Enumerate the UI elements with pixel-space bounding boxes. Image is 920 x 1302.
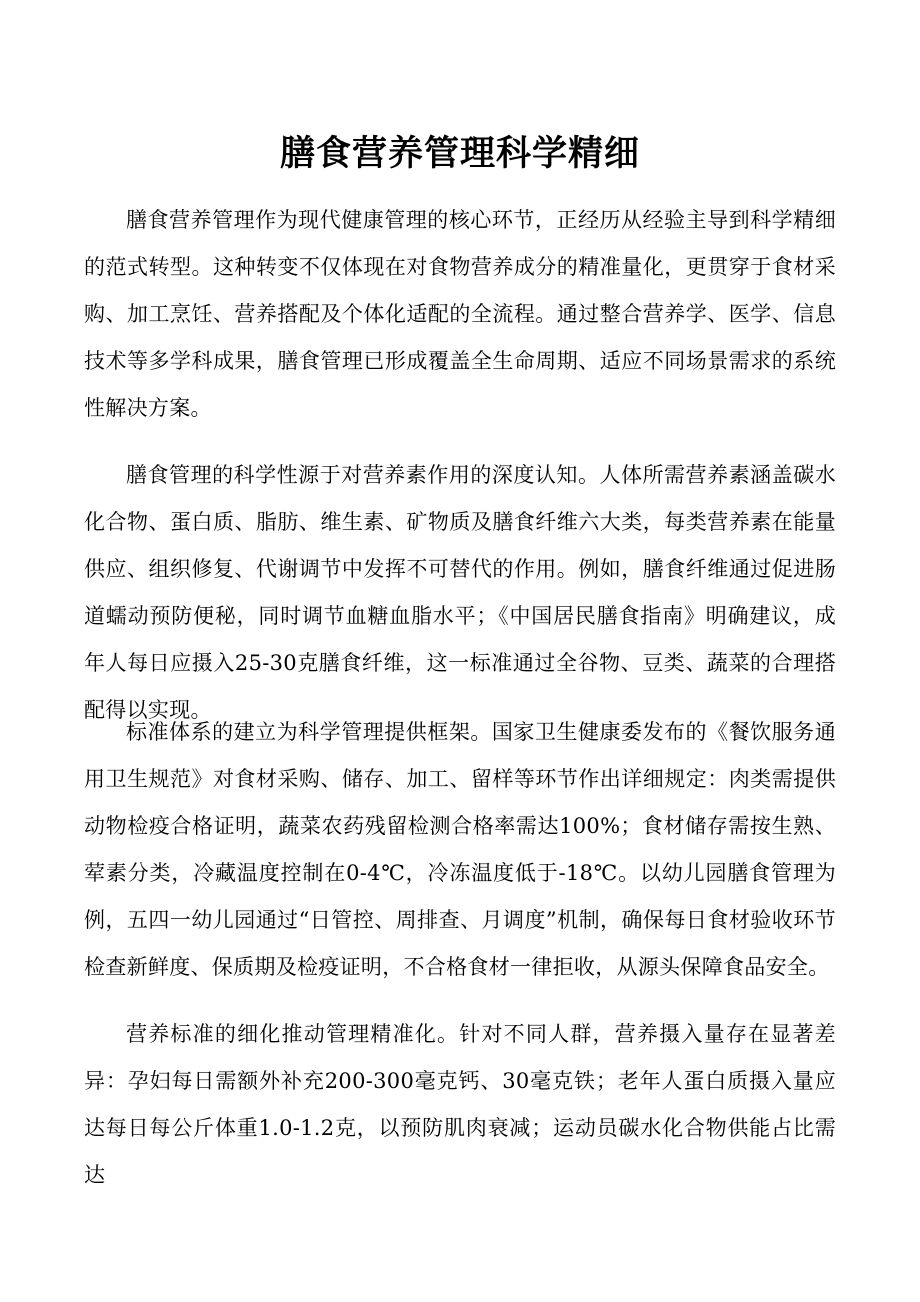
paragraph-intro: 膳食营养管理作为现代健康管理的核心环节，正经历从经验主导到科学精细的范式转型。这种转变不仅体现在对食物营养成分的精准量化，更贯穿于食材采购、加工烹饪、营养搭配及个体化适配的全流程。通过整合营养学、医学、信息技术等多学科成果，膳食管理已形成覆盖全生命周期、适应不同场景需求的系统性解决方案。 (84, 208, 836, 420)
document-title: 膳食营养管理科学精细 (279, 134, 640, 174)
paragraph-nutrients: 膳食管理的科学性源于对营养素作用的深度认知。人体所需营养素涵盖碳水化合物、蛋白质、脂肪、维生素、矿物质及膳食纤维六大类，每类营养素在能量供应、组织修复、代谢调节中发挥不可替代的作用。例如，膳食纤维通过促进肠道蠕动预防便秘，同时调节血糖血脂水平；《中国居民膳食指南》明确建议，成年人每日应摄入25-30克膳食纤维，这一标准通过全谷物、豆类、蔬菜的合理搭配得以实现。 (84, 463, 836, 722)
paragraph-standards: 标准体系的建立为科学管理提供框架。国家卫生健康委发布的《餐饮服务通用卫生规范》对食材采购、储存、加工、留样等环节作出详细规定：肉类需提供动物检疫合格证明，蔬菜农药残留检测合格率需达100%；食材储存需按生熟、荤素分类，冷藏温度控制在0-4℃，冷冻温度低于-18℃。以幼儿园膳食管理为例，五四一幼儿园通过“日管控、周排查、月调度”机制，确保每日食材验收环节检查新鲜度、保质期及检疫证明，不合格食材一律拒收，从源头保障食品安全。 (84, 720, 836, 979)
paragraph-precision: 营养标准的细化推动管理精准化。针对不同人群，营养摄入量存在显著差异：孕妇每日需额外补充200-300毫克钙、30毫克铁；老年人蛋白质摄入量应达每日每公斤体重1.0-1.2克，以预防肌肉衰减；运动员碳水化合物供能占比需达 (84, 1022, 836, 1187)
